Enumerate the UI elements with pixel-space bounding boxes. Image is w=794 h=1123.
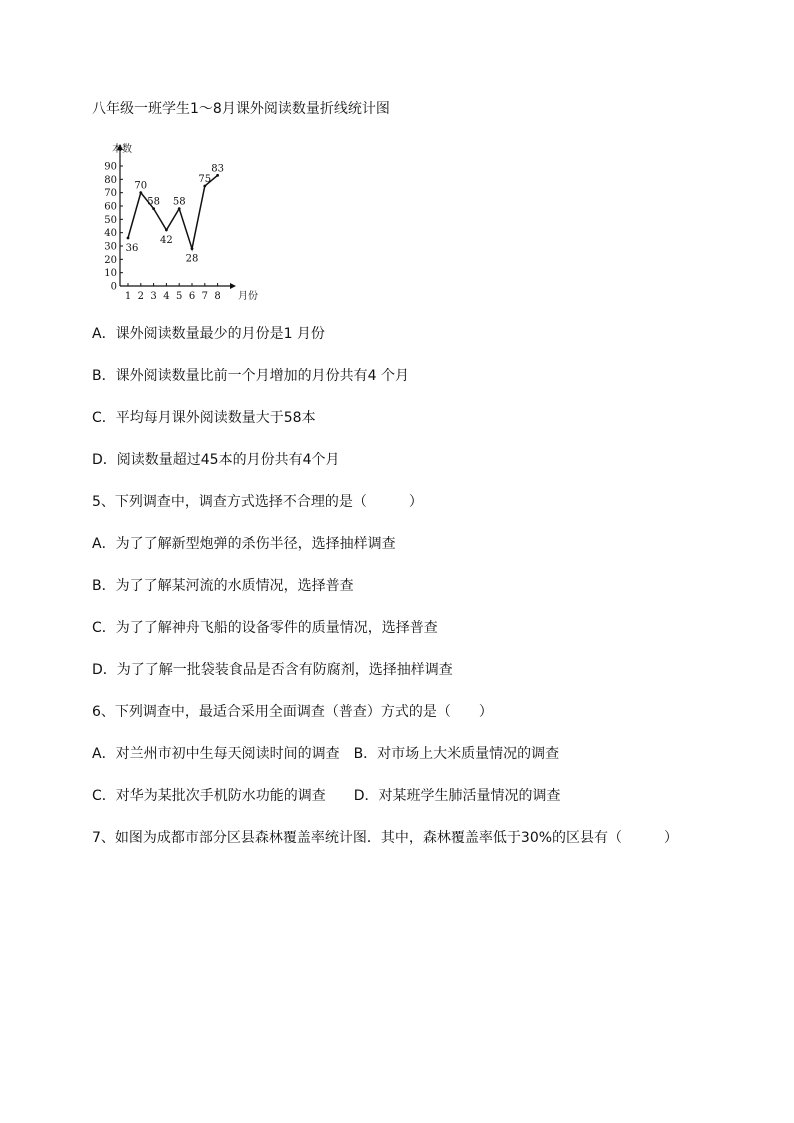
y-tick-label: 90 [104, 161, 117, 173]
data-point [203, 185, 206, 188]
data-label: 28 [185, 253, 199, 265]
q4-option-c: C．平均每月课外阅读数量大于58本 [92, 410, 316, 426]
data-label: 83 [211, 163, 224, 175]
data-label: 75 [198, 174, 212, 185]
y-tick-label: 80 [104, 174, 117, 186]
data-labels [126, 163, 224, 264]
q4-option-b: B．课外阅读数量比前一个月增加的月份共有4 个月 [92, 368, 409, 384]
q4-option-d: D．阅读数量超过45本的月份共有4个月 [92, 452, 340, 468]
x-tick-label: 5 [176, 291, 183, 302]
q7-stem: 7、如图为成都市部分区县森林覆盖率统计图．其中，森林覆盖率低于30%的区县有（ ） [92, 830, 679, 846]
y-tick-label: 30 [104, 241, 117, 253]
y-axis-title: 本数 [112, 144, 132, 155]
y-tick-label: 60 [104, 201, 117, 213]
chart-title: 八年级一班学生1～8月课外阅读数量折线统计图 [92, 101, 390, 117]
q5-option-b: B．为了了解某河流的水质情况，选择普查 [92, 578, 354, 594]
q5-stem: 5、下列调查中，调查方式选择不合理的是（ ） [92, 494, 423, 510]
data-label: 58 [147, 196, 160, 208]
data-point [178, 207, 181, 210]
data-point [165, 229, 168, 232]
data-point [216, 174, 219, 177]
y-tick-label: 10 [104, 268, 117, 280]
y-tick-label: 50 [104, 214, 117, 226]
q5-option-c: C．为了了解神舟飞船的设备零件的质量情况，选择普查 [92, 620, 438, 636]
q5-option-a: A．为了了解新型炮弹的杀伤半径，选择抽样调查 [92, 536, 396, 552]
q6-options-row-1: A．对兰州市初中生每天阅读时间的调查 B．对市场上大米质量情况的调查 [92, 746, 560, 762]
x-tick-label: 6 [188, 291, 196, 302]
y-tick-label: 20 [104, 254, 117, 266]
data-label: 36 [125, 243, 139, 254]
data-label: 58 [172, 196, 186, 208]
data-point [191, 247, 194, 250]
line-chart [98, 136, 268, 306]
chart-axes [112, 142, 258, 302]
x-tick-label: 4 [163, 291, 170, 302]
x-axis-arrow [230, 283, 236, 289]
x-tick-label: 7 [201, 291, 208, 302]
data-point [127, 237, 130, 240]
y-tick-label: 40 [104, 228, 117, 240]
data-point [152, 207, 155, 210]
x-tick-label: 2 [137, 291, 144, 302]
x-tick-label: 3 [150, 291, 157, 302]
q4-option-a: A．课外阅读数量最少的月份是1 月份 [92, 326, 325, 342]
data-label: 70 [134, 180, 148, 192]
x-tick-label: 1 [124, 291, 132, 302]
q5-option-d: D．为了了解一批袋装食品是否含有防腐剂，选择抽样调查 [92, 662, 453, 678]
q6-stem: 6、下列调查中，最适合采用全面调查（普查）方式的是（ ） [92, 704, 493, 720]
x-axis-title: 月份 [238, 291, 258, 302]
data-point [139, 191, 142, 194]
data-label: 42 [160, 235, 173, 246]
x-tick-label: 8 [214, 291, 221, 302]
y-tick-label: 0 [110, 281, 117, 293]
q6-options-row-2: C．对华为某批次手机防水功能的调查 D．对某班学生肺活量情况的调查 [92, 788, 561, 804]
y-tick-label: 70 [104, 188, 117, 200]
